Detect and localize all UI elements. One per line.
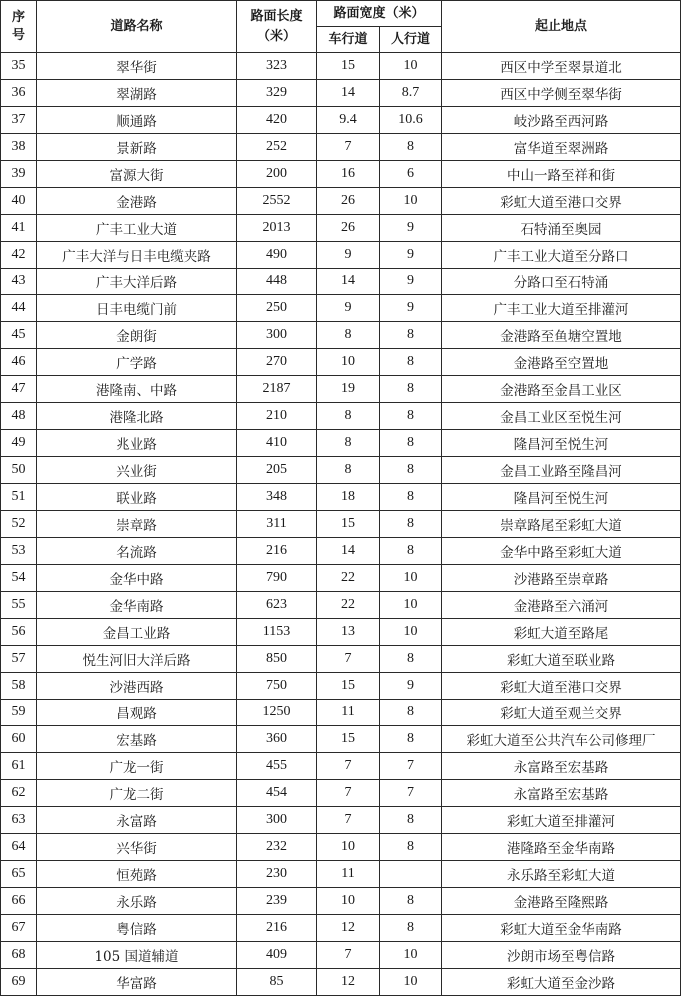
cell-endpoints: 彩虹大道至排灌河 bbox=[442, 807, 681, 834]
cell-seq: 49 bbox=[1, 430, 37, 457]
cell-sidewalk-width: 9 bbox=[380, 241, 442, 268]
table-row bbox=[1, 484, 681, 511]
cell-endpoints: 隆昌河至悦生河 bbox=[442, 484, 681, 511]
cell-seq: 39 bbox=[1, 160, 37, 187]
table-row bbox=[1, 187, 681, 214]
cell-length: 85 bbox=[237, 968, 317, 995]
cell-road-name: 昌观路 bbox=[37, 699, 237, 726]
cell-sidewalk-width: 8 bbox=[380, 645, 442, 672]
cell-endpoints: 永乐路至彩虹大道 bbox=[442, 861, 681, 888]
cell-endpoints: 彩虹大道至港口交界 bbox=[442, 187, 681, 214]
cell-sidewalk-width: 8 bbox=[380, 834, 442, 861]
cell-sidewalk-width: 10 bbox=[380, 564, 442, 591]
cell-sidewalk-width: 6 bbox=[380, 160, 442, 187]
cell-endpoints: 中山一路至祥和街 bbox=[442, 160, 681, 187]
cell-seq: 53 bbox=[1, 537, 37, 564]
cell-length: 448 bbox=[237, 268, 317, 295]
cell-length: 323 bbox=[237, 53, 317, 80]
cell-endpoints: 沙朗市场至粤信路 bbox=[442, 941, 681, 968]
cell-seq: 56 bbox=[1, 618, 37, 645]
cell-endpoints: 广丰工业大道至分路口 bbox=[442, 241, 681, 268]
cell-length: 216 bbox=[237, 537, 317, 564]
cell-seq: 52 bbox=[1, 510, 37, 537]
cell-length: 329 bbox=[237, 79, 317, 106]
cell-sidewalk-width: 8 bbox=[380, 484, 442, 511]
cell-length: 790 bbox=[237, 564, 317, 591]
cell-endpoints: 彩虹大道至联业路 bbox=[442, 645, 681, 672]
cell-seq: 47 bbox=[1, 376, 37, 403]
cell-lane-width: 15 bbox=[317, 672, 380, 699]
cell-endpoints: 富华道至翠洲路 bbox=[442, 133, 681, 160]
cell-length: 216 bbox=[237, 915, 317, 942]
cell-length: 270 bbox=[237, 349, 317, 376]
table-row bbox=[1, 430, 681, 457]
cell-lane-width: 11 bbox=[317, 861, 380, 888]
cell-lane-width: 26 bbox=[317, 187, 380, 214]
table-body bbox=[1, 53, 681, 996]
header-road-name: 道路名称 bbox=[37, 1, 237, 53]
cell-road-name: 港隆北路 bbox=[37, 403, 237, 430]
cell-lane-width: 16 bbox=[317, 160, 380, 187]
cell-lane-width: 15 bbox=[317, 53, 380, 80]
cell-seq: 44 bbox=[1, 295, 37, 322]
cell-seq: 41 bbox=[1, 214, 37, 241]
table-row bbox=[1, 457, 681, 484]
cell-sidewalk-width: 10.6 bbox=[380, 106, 442, 133]
cell-lane-width: 9 bbox=[317, 295, 380, 322]
cell-road-name: 金华中路 bbox=[37, 564, 237, 591]
cell-sidewalk-width: 10 bbox=[380, 187, 442, 214]
table-row bbox=[1, 753, 681, 780]
cell-seq: 36 bbox=[1, 79, 37, 106]
cell-lane-width: 26 bbox=[317, 214, 380, 241]
cell-endpoints: 彩虹大道至金华南路 bbox=[442, 915, 681, 942]
cell-road-name: 广龙一街 bbox=[37, 753, 237, 780]
cell-length: 232 bbox=[237, 834, 317, 861]
cell-lane-width: 7 bbox=[317, 645, 380, 672]
cell-endpoints: 金港路至金昌工业区 bbox=[442, 376, 681, 403]
table-row bbox=[1, 888, 681, 915]
header-seq: 序号 bbox=[1, 1, 37, 53]
cell-seq: 63 bbox=[1, 807, 37, 834]
cell-length: 454 bbox=[237, 780, 317, 807]
cell-endpoints: 永富路至宏基路 bbox=[442, 780, 681, 807]
cell-length: 2552 bbox=[237, 187, 317, 214]
cell-road-name: 兴华街 bbox=[37, 834, 237, 861]
cell-seq: 61 bbox=[1, 753, 37, 780]
table-row bbox=[1, 726, 681, 753]
cell-lane-width: 9 bbox=[317, 241, 380, 268]
cell-sidewalk-width: 8 bbox=[380, 726, 442, 753]
cell-lane-width: 8 bbox=[317, 457, 380, 484]
table-row bbox=[1, 106, 681, 133]
cell-road-name: 金昌工业路 bbox=[37, 618, 237, 645]
table-row bbox=[1, 672, 681, 699]
cell-length: 1250 bbox=[237, 699, 317, 726]
table-row bbox=[1, 403, 681, 430]
cell-length: 1153 bbox=[237, 618, 317, 645]
cell-sidewalk-width: 10 bbox=[380, 941, 442, 968]
cell-length: 2013 bbox=[237, 214, 317, 241]
cell-road-name: 富源大街 bbox=[37, 160, 237, 187]
cell-length: 360 bbox=[237, 726, 317, 753]
table-row bbox=[1, 699, 681, 726]
table-row bbox=[1, 214, 681, 241]
cell-sidewalk-width: 9 bbox=[380, 295, 442, 322]
cell-sidewalk-width: 8 bbox=[380, 457, 442, 484]
table-row bbox=[1, 349, 681, 376]
cell-road-name: 广丰大洋后路 bbox=[37, 268, 237, 295]
cell-seq: 66 bbox=[1, 888, 37, 915]
cell-road-name: 名流路 bbox=[37, 537, 237, 564]
cell-length: 205 bbox=[237, 457, 317, 484]
cell-lane-width: 7 bbox=[317, 753, 380, 780]
cell-lane-width: 14 bbox=[317, 537, 380, 564]
cell-lane-width: 10 bbox=[317, 834, 380, 861]
cell-sidewalk-width: 10 bbox=[380, 53, 442, 80]
cell-road-name: 悦生河旧大洋后路 bbox=[37, 645, 237, 672]
cell-road-name: 广学路 bbox=[37, 349, 237, 376]
cell-endpoints: 西区中学至翠景道北 bbox=[442, 53, 681, 80]
cell-seq: 64 bbox=[1, 834, 37, 861]
cell-length: 311 bbox=[237, 510, 317, 537]
cell-length: 420 bbox=[237, 106, 317, 133]
cell-seq: 35 bbox=[1, 53, 37, 80]
cell-length: 455 bbox=[237, 753, 317, 780]
cell-road-name: 翠湖路 bbox=[37, 79, 237, 106]
cell-road-name: 105 国道辅道 bbox=[37, 941, 237, 968]
table-row bbox=[1, 241, 681, 268]
cell-road-name: 广丰大洋与日丰电缆夹路 bbox=[37, 241, 237, 268]
cell-endpoints: 金港路至隆熙路 bbox=[442, 888, 681, 915]
cell-sidewalk-width: 8 bbox=[380, 510, 442, 537]
cell-road-name: 金朗街 bbox=[37, 322, 237, 349]
cell-lane-width: 8 bbox=[317, 322, 380, 349]
cell-seq: 68 bbox=[1, 941, 37, 968]
table-row bbox=[1, 968, 681, 995]
cell-length: 200 bbox=[237, 160, 317, 187]
cell-road-name: 顺通路 bbox=[37, 106, 237, 133]
cell-road-name: 翠华街 bbox=[37, 53, 237, 80]
table-row bbox=[1, 376, 681, 403]
cell-length: 850 bbox=[237, 645, 317, 672]
table-row bbox=[1, 79, 681, 106]
table-row bbox=[1, 780, 681, 807]
cell-seq: 62 bbox=[1, 780, 37, 807]
cell-sidewalk-width: 7 bbox=[380, 780, 442, 807]
cell-seq: 59 bbox=[1, 699, 37, 726]
cell-seq: 67 bbox=[1, 915, 37, 942]
cell-lane-width: 7 bbox=[317, 807, 380, 834]
cell-endpoints: 金昌工业区至悦生河 bbox=[442, 403, 681, 430]
cell-length: 750 bbox=[237, 672, 317, 699]
cell-endpoints: 金港路至空置地 bbox=[442, 349, 681, 376]
cell-endpoints: 永富路至宏基路 bbox=[442, 753, 681, 780]
cell-road-name: 崇章路 bbox=[37, 510, 237, 537]
cell-seq: 48 bbox=[1, 403, 37, 430]
table-row bbox=[1, 564, 681, 591]
table-row bbox=[1, 322, 681, 349]
cell-length: 490 bbox=[237, 241, 317, 268]
cell-endpoints: 彩虹大道至观兰交界 bbox=[442, 699, 681, 726]
cell-lane-width: 19 bbox=[317, 376, 380, 403]
cell-seq: 43 bbox=[1, 268, 37, 295]
cell-sidewalk-width: 8 bbox=[380, 322, 442, 349]
cell-lane-width: 14 bbox=[317, 268, 380, 295]
cell-lane-width: 9.4 bbox=[317, 106, 380, 133]
cell-lane-width: 12 bbox=[317, 915, 380, 942]
cell-road-name: 沙港西路 bbox=[37, 672, 237, 699]
cell-lane-width: 12 bbox=[317, 968, 380, 995]
cell-seq: 50 bbox=[1, 457, 37, 484]
cell-seq: 69 bbox=[1, 968, 37, 995]
cell-endpoints: 分路口至石特涌 bbox=[442, 268, 681, 295]
cell-sidewalk-width: 9 bbox=[380, 214, 442, 241]
cell-road-name: 联业路 bbox=[37, 484, 237, 511]
cell-sidewalk-width: 8 bbox=[380, 888, 442, 915]
table-row bbox=[1, 807, 681, 834]
cell-road-name: 金港路 bbox=[37, 187, 237, 214]
cell-endpoints: 金港路至六涌河 bbox=[442, 591, 681, 618]
cell-lane-width: 14 bbox=[317, 79, 380, 106]
cell-lane-width: 7 bbox=[317, 780, 380, 807]
cell-endpoints: 岐沙路至西河路 bbox=[442, 106, 681, 133]
cell-sidewalk-width: 10 bbox=[380, 968, 442, 995]
cell-sidewalk-width bbox=[380, 861, 442, 888]
cell-road-name: 永富路 bbox=[37, 807, 237, 834]
cell-lane-width: 10 bbox=[317, 349, 380, 376]
cell-seq: 37 bbox=[1, 106, 37, 133]
cell-seq: 42 bbox=[1, 241, 37, 268]
header-length: 路面长度（米） bbox=[237, 1, 317, 53]
cell-lane-width: 22 bbox=[317, 591, 380, 618]
cell-road-name: 日丰电缆门前 bbox=[37, 295, 237, 322]
cell-lane-width: 8 bbox=[317, 430, 380, 457]
cell-road-name: 永乐路 bbox=[37, 888, 237, 915]
table-row bbox=[1, 53, 681, 80]
cell-seq: 46 bbox=[1, 349, 37, 376]
cell-road-name: 粤信路 bbox=[37, 915, 237, 942]
cell-endpoints: 隆昌河至悦生河 bbox=[442, 430, 681, 457]
cell-road-name: 金华南路 bbox=[37, 591, 237, 618]
cell-seq: 57 bbox=[1, 645, 37, 672]
cell-endpoints: 港隆路至金华南路 bbox=[442, 834, 681, 861]
cell-lane-width: 8 bbox=[317, 403, 380, 430]
cell-seq: 45 bbox=[1, 322, 37, 349]
table-row bbox=[1, 133, 681, 160]
header-endpoints: 起止地点 bbox=[442, 1, 681, 53]
cell-endpoints: 金昌工业路至隆昌河 bbox=[442, 457, 681, 484]
cell-length: 300 bbox=[237, 322, 317, 349]
cell-sidewalk-width: 8 bbox=[380, 133, 442, 160]
cell-sidewalk-width: 7 bbox=[380, 753, 442, 780]
cell-endpoints: 石特涌至奥园 bbox=[442, 214, 681, 241]
cell-length: 348 bbox=[237, 484, 317, 511]
cell-length: 210 bbox=[237, 403, 317, 430]
cell-road-name: 华富路 bbox=[37, 968, 237, 995]
cell-length: 410 bbox=[237, 430, 317, 457]
cell-road-name: 港隆南、中路 bbox=[37, 376, 237, 403]
cell-sidewalk-width: 8 bbox=[380, 699, 442, 726]
table-row bbox=[1, 510, 681, 537]
cell-lane-width: 22 bbox=[317, 564, 380, 591]
table-row bbox=[1, 941, 681, 968]
header-lane: 车行道 bbox=[317, 27, 380, 53]
cell-sidewalk-width: 10 bbox=[380, 618, 442, 645]
table-row bbox=[1, 834, 681, 861]
table-row bbox=[1, 295, 681, 322]
cell-seq: 65 bbox=[1, 861, 37, 888]
cell-lane-width: 7 bbox=[317, 133, 380, 160]
cell-endpoints: 崇章路尾至彩虹大道 bbox=[442, 510, 681, 537]
table-row bbox=[1, 591, 681, 618]
cell-lane-width: 7 bbox=[317, 941, 380, 968]
cell-seq: 54 bbox=[1, 564, 37, 591]
cell-endpoints: 彩虹大道至公共汽车公司修理厂 bbox=[442, 726, 681, 753]
cell-length: 239 bbox=[237, 888, 317, 915]
table-row bbox=[1, 268, 681, 295]
cell-endpoints: 彩虹大道至金沙路 bbox=[442, 968, 681, 995]
cell-road-name: 兴业街 bbox=[37, 457, 237, 484]
cell-sidewalk-width: 8 bbox=[380, 430, 442, 457]
cell-lane-width: 10 bbox=[317, 888, 380, 915]
cell-seq: 51 bbox=[1, 484, 37, 511]
cell-endpoints: 沙港路至崇章路 bbox=[442, 564, 681, 591]
cell-length: 409 bbox=[237, 941, 317, 968]
cell-road-name: 恒苑路 bbox=[37, 861, 237, 888]
cell-endpoints: 彩虹大道至路尾 bbox=[442, 618, 681, 645]
header-sidewalk: 人行道 bbox=[380, 27, 442, 53]
cell-sidewalk-width: 10 bbox=[380, 591, 442, 618]
table-row bbox=[1, 915, 681, 942]
cell-sidewalk-width: 9 bbox=[380, 672, 442, 699]
cell-lane-width: 15 bbox=[317, 510, 380, 537]
cell-sidewalk-width: 8 bbox=[380, 376, 442, 403]
cell-seq: 40 bbox=[1, 187, 37, 214]
cell-sidewalk-width: 8 bbox=[380, 349, 442, 376]
cell-road-name: 广龙二街 bbox=[37, 780, 237, 807]
cell-road-name: 广丰工业大道 bbox=[37, 214, 237, 241]
cell-seq: 38 bbox=[1, 133, 37, 160]
cell-sidewalk-width: 8 bbox=[380, 403, 442, 430]
cell-lane-width: 18 bbox=[317, 484, 380, 511]
cell-seq: 55 bbox=[1, 591, 37, 618]
cell-length: 250 bbox=[237, 295, 317, 322]
cell-length: 2187 bbox=[237, 376, 317, 403]
cell-endpoints: 西区中学侧至翠华街 bbox=[442, 79, 681, 106]
cell-endpoints: 广丰工业大道至排灌河 bbox=[442, 295, 681, 322]
cell-length: 300 bbox=[237, 807, 317, 834]
cell-length: 230 bbox=[237, 861, 317, 888]
cell-road-name: 宏基路 bbox=[37, 726, 237, 753]
cell-length: 252 bbox=[237, 133, 317, 160]
cell-road-name: 兆业路 bbox=[37, 430, 237, 457]
cell-sidewalk-width: 8 bbox=[380, 807, 442, 834]
cell-endpoints: 金港路至鱼塘空置地 bbox=[442, 322, 681, 349]
cell-endpoints: 金华中路至彩虹大道 bbox=[442, 537, 681, 564]
table-row bbox=[1, 645, 681, 672]
cell-endpoints: 彩虹大道至港口交界 bbox=[442, 672, 681, 699]
table-row bbox=[1, 537, 681, 564]
cell-lane-width: 11 bbox=[317, 699, 380, 726]
header-width: 路面宽度（米） bbox=[317, 1, 442, 27]
cell-seq: 60 bbox=[1, 726, 37, 753]
cell-sidewalk-width: 8 bbox=[380, 537, 442, 564]
table-row bbox=[1, 861, 681, 888]
table-row bbox=[1, 160, 681, 187]
table-row bbox=[1, 618, 681, 645]
cell-length: 623 bbox=[237, 591, 317, 618]
cell-sidewalk-width: 8 bbox=[380, 915, 442, 942]
cell-road-name: 景新路 bbox=[37, 133, 237, 160]
cell-lane-width: 13 bbox=[317, 618, 380, 645]
cell-seq: 58 bbox=[1, 672, 37, 699]
cell-sidewalk-width: 8.7 bbox=[380, 79, 442, 106]
cell-sidewalk-width: 9 bbox=[380, 268, 442, 295]
cell-lane-width: 15 bbox=[317, 726, 380, 753]
